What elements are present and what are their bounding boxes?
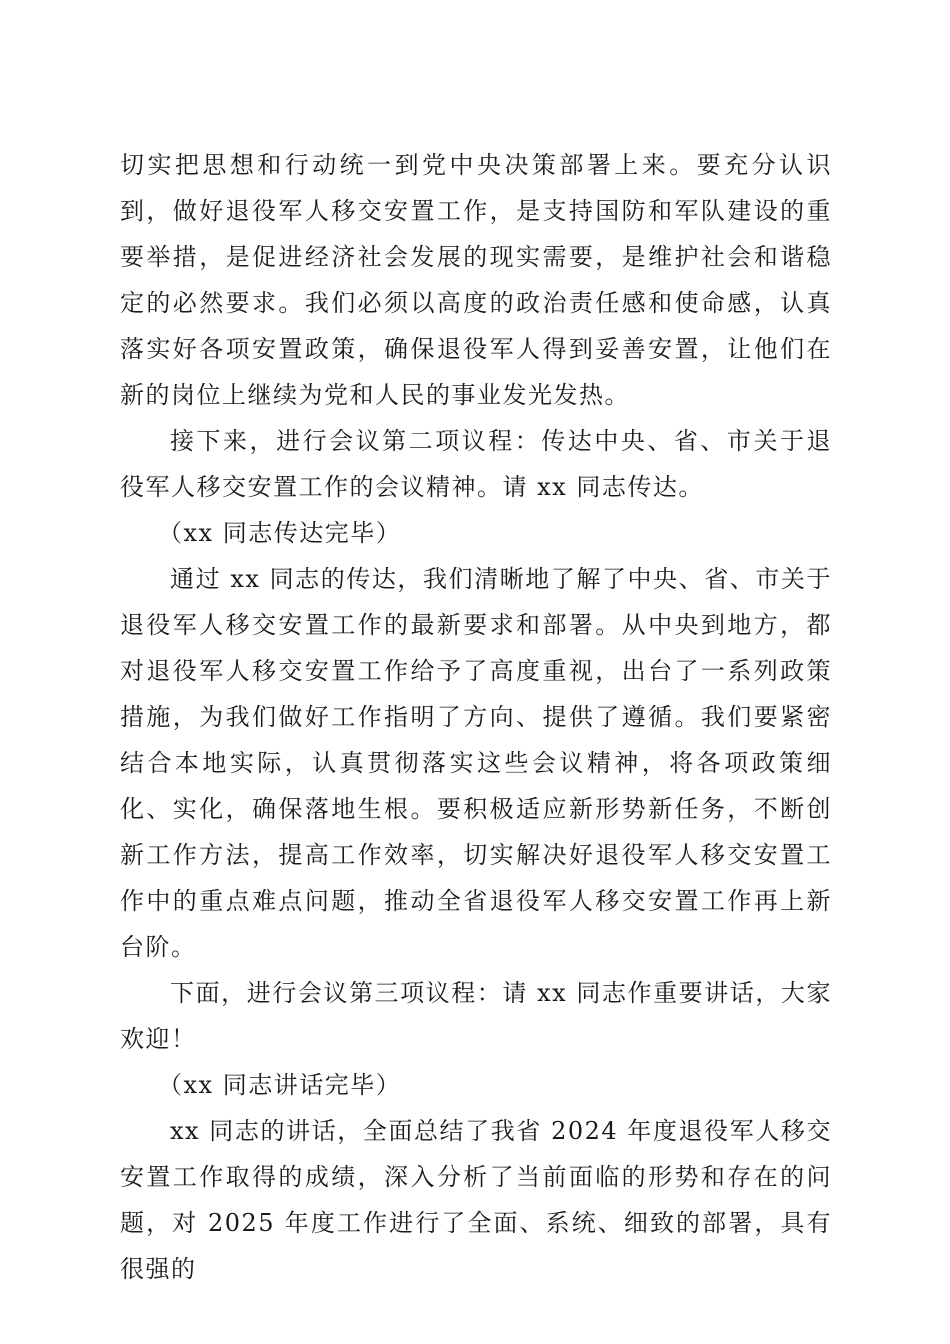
paragraph-speech-summary: xx 同志的讲话，全面总结了我省 2024 年度退役军人移交安置工作取得的成绩，深入分析了当前面临的形势和存在的问题，对 2025 年度工作进行了全面、系统、细致的部署，具有很强的 [120, 1117, 832, 1283]
note-speech-finished: （xx 同志讲话完毕） [158, 1071, 402, 1099]
paragraph-continued: 切实把思想和行动统一到党中央决策部署上来。要充分认识到，做好退役军人移交安置工作，是支持国防和军队建设的重要举措，是促进经济社会发展的现实需要，是维护社会和谐稳定的必然要求。我们必须以高度的政治责任感和使命感，认真落实好各项安置政策，确保退役军人得到妥善安置，让他们在新的岗位上继续为党和人民的事业发光发热。 [120, 151, 832, 409]
paragraph-agenda-three: 下面，进行会议第三项议程：请 xx 同志作重要讲话，大家欢迎！ [120, 979, 832, 1053]
paragraph-agenda-two: 接下来，进行会议第二项议程：传达中央、省、市关于退役军人移交安置工作的会议精神。请 xx 同志传达。 [120, 427, 832, 501]
paragraph-convey-summary: 通过 xx 同志的传达，我们清晰地了解了中央、省、市关于退役军人移交安置工作的最新要求和部署。从中央到地方，都对退役军人移交安置工作给予了高度重视，出台了一系列政策措施，为我们做好工作指明了方向、提供了遵循。我们要紧密结合本地实际，认真贯彻落实这些会议精神，将各项政策细化、实化，确保落地生根。要积极适应新形势新任务，不断创新工作方法，提高工作效率，切实解决好退役军人移交安置工作中的重点难点问题，推动全省退役军人移交安置工作再上新台阶。 [120, 565, 832, 961]
note-convey-finished: （xx 同志传达完毕） [158, 519, 402, 547]
document-body [120, 142, 832, 1292]
